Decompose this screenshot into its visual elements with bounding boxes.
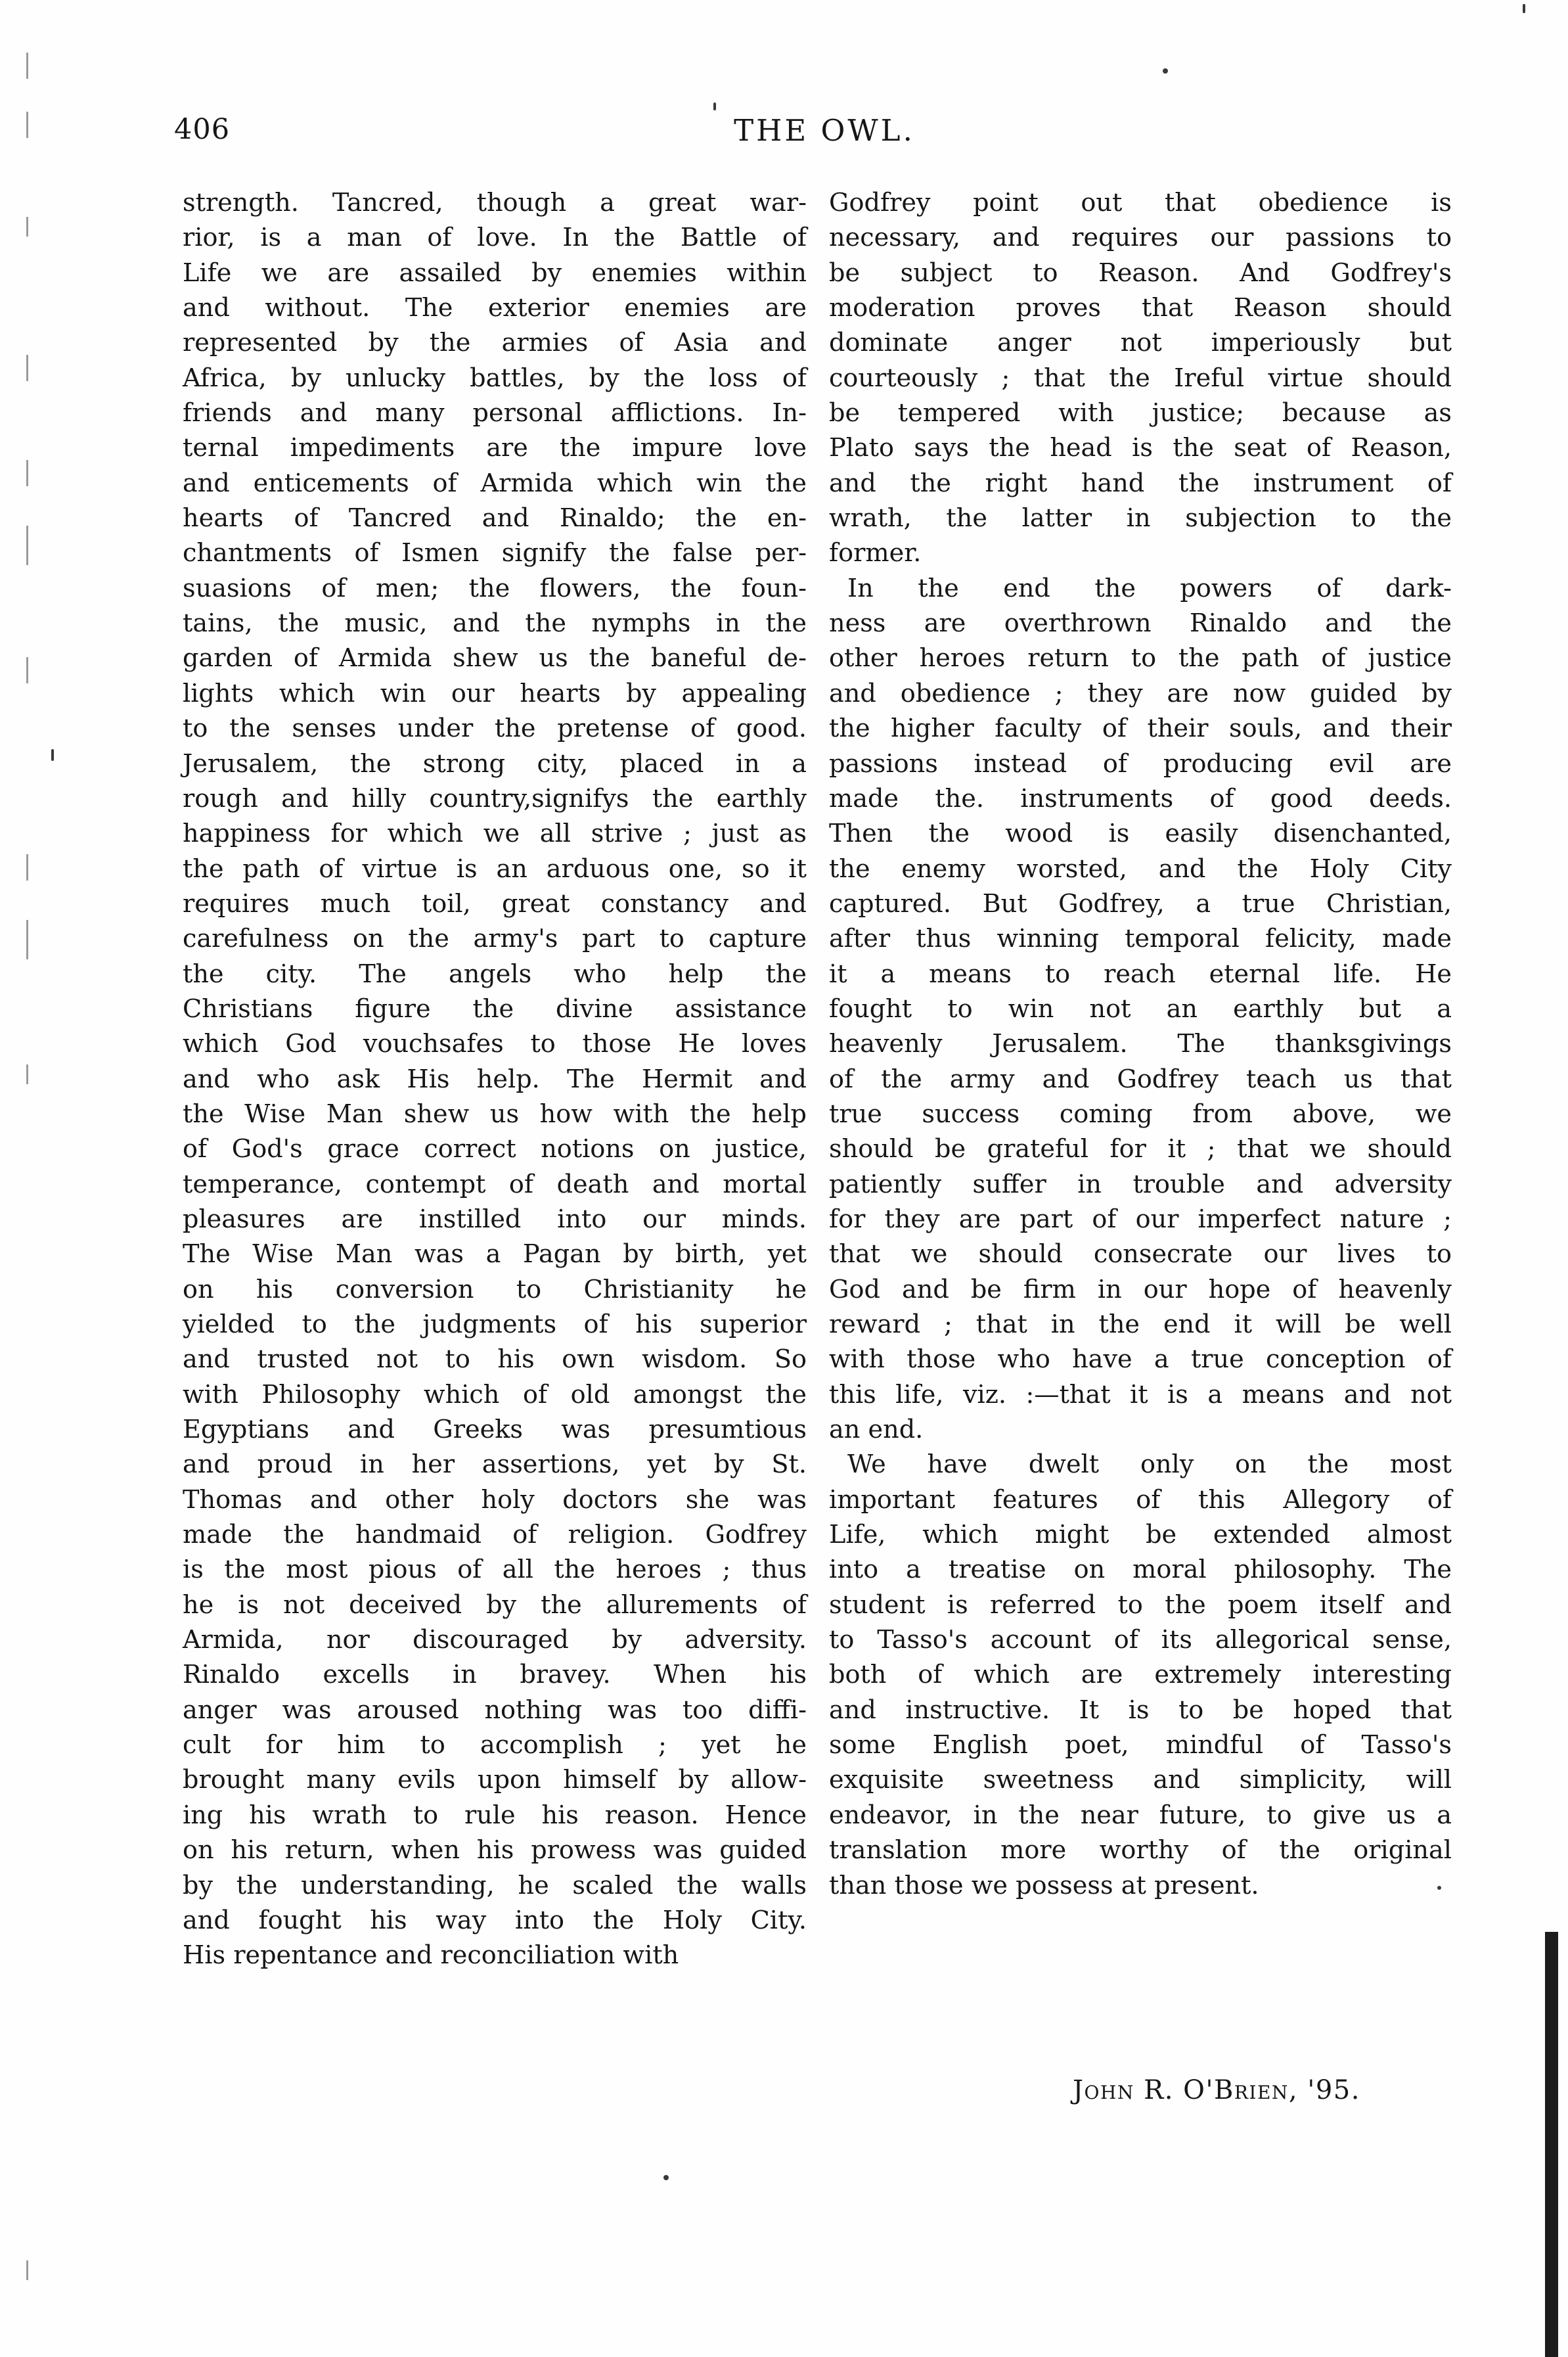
scan-edge-bar: [1545, 1932, 1558, 2357]
scan-margin-mark: [26, 1064, 28, 1084]
text-line: patiently suffer in trouble and adversity: [829, 1170, 1452, 1199]
text-line: God and be firm in our hope of heavenly: [829, 1275, 1452, 1304]
text-line: on his conversion to Christianity he: [183, 1275, 807, 1304]
text-line: with Philosophy which of old amongst the: [183, 1380, 807, 1409]
text-line: into a treatise on moral philosophy. The: [829, 1555, 1452, 1585]
text-line: Godfrey point out that obedience is: [829, 189, 1452, 217]
text-line: and obedience ; they are now guided by: [829, 679, 1452, 708]
text-line: is the most pious of all the heroes ; thus: [183, 1555, 807, 1585]
text-line: Africa, by unlucky battles, by the loss of: [183, 363, 807, 393]
text-line: be tempered with justice; because as: [829, 399, 1452, 428]
text-line: friends and many personal afflictions. In-: [183, 399, 807, 428]
text-line: by the understanding, he scaled the walls: [183, 1871, 807, 1900]
text-line: student is referred to the poem itself and: [829, 1590, 1452, 1620]
scan-speck: [713, 103, 716, 110]
text-line: both of which are extremely interesting: [829, 1660, 1452, 1690]
text-line: chantments of Ismen signify the false per-: [183, 539, 807, 568]
text-line: Armida, nor discouraged by adversity.: [183, 1626, 807, 1655]
text-line: The Wise Man was a Pagan by birth, yet: [183, 1240, 807, 1270]
text-line: to the senses under the pretense of good.: [183, 714, 807, 744]
text-line: Life, which might be extended almost: [829, 1521, 1452, 1550]
text-line: requires much toil, great constancy and: [183, 889, 807, 919]
scan-margin-mark: [26, 657, 28, 683]
text-line: Life we are assailed by enemies within: [183, 258, 807, 288]
scan-margin-mark: [26, 355, 28, 381]
text-line: moderation proves that Reason should: [829, 294, 1452, 323]
text-line: this life, viz. :—that it is a means and not: [829, 1380, 1452, 1409]
text-line: translation more worthy of the original: [829, 1836, 1452, 1865]
scan-speck: [663, 2175, 669, 2180]
text-line: important features of this Allegory of: [829, 1485, 1452, 1515]
right-text-column: [829, 186, 1452, 1904]
text-line: ing his wrath to rule his reason. Hence: [183, 1800, 807, 1830]
text-line: We have dwelt only on the most: [847, 1450, 1452, 1480]
text-line: represented by the armies of Asia and: [183, 329, 807, 358]
text-line: reward ; that in the end it will be well: [829, 1310, 1452, 1339]
text-line: passions instead of producing evil are: [829, 749, 1452, 779]
text-line: should be grateful for it ; that we should: [829, 1135, 1452, 1164]
text-line: and enticements of Armida which win the: [183, 469, 807, 498]
text-line: that we should consecrate our lives to: [829, 1240, 1452, 1270]
text-line: hearts of Tancred and Rinaldo; the en-: [183, 504, 807, 534]
text-line: strength. Tancred, though a great war-: [183, 189, 807, 217]
text-line: happiness for which we all strive ; just as: [183, 819, 807, 849]
scan-margin-mark: [26, 920, 28, 959]
text-line: dominate anger not imperiously but: [829, 329, 1452, 358]
text-line: and fought his way into the Holy City.: [183, 1906, 807, 1935]
text-line: it a means to reach eternal life. He: [829, 959, 1452, 989]
text-line: heavenly Jerusalem. The thanksgivings: [829, 1030, 1452, 1059]
scan-margin-mark: [26, 2260, 28, 2280]
text-line: Jerusalem, the strong city, placed in a: [183, 749, 807, 779]
text-line: which God vouchsafes to those He loves: [183, 1030, 807, 1059]
text-line: other heroes return to the path of justice: [829, 644, 1452, 674]
running-head: [174, 113, 1455, 159]
text-line: for they are part of our imperfect nature ;: [829, 1204, 1452, 1234]
text-line: of God's grace correct notions on justice,: [183, 1135, 807, 1164]
text-line: tains, the music, and the nymphs in the: [183, 609, 807, 639]
text-line: fought to win not an earthly but a: [829, 994, 1452, 1024]
scan-margin-mark: [26, 460, 28, 486]
text-line: ness are overthrown Rinaldo and the: [829, 609, 1452, 639]
text-line: of the army and Godfrey teach us that: [829, 1064, 1452, 1094]
text-line: brought many evils upon himself by allow-: [183, 1766, 807, 1795]
text-line: and who ask His help. The Hermit and: [183, 1064, 807, 1094]
text-line: some English poet, mindful of Tasso's: [829, 1731, 1452, 1760]
text-line: on his return, when his prowess was guided: [183, 1836, 807, 1865]
text-line: and without. The exterior enemies are: [183, 294, 807, 323]
text-line: the higher faculty of their souls, and their: [829, 714, 1452, 744]
text-line: the enemy worsted, and the Holy City: [829, 854, 1452, 884]
text-line: than those we possess at present.: [829, 1871, 1259, 1900]
text-line: Egyptians and Greeks was presumtious: [183, 1415, 807, 1445]
text-line: temperance, contempt of death and mortal: [183, 1170, 807, 1199]
text-line: garden of Armida shew us the baneful de-: [183, 644, 807, 674]
text-line: pleasures are instilled into our minds.: [183, 1204, 807, 1234]
text-line: lights which win our hearts by appealing: [183, 679, 807, 708]
text-line: the path of virtue is an arduous one, so it: [183, 854, 807, 884]
text-line: necessary, and requires our passions to: [829, 223, 1452, 253]
text-line: Thomas and other holy doctors she was: [183, 1485, 807, 1515]
text-line: the Wise Man shew us how with the help: [183, 1099, 807, 1129]
scan-margin-mark: [26, 112, 28, 138]
text-line: His repentance and reconciliation with: [183, 1941, 679, 1971]
text-line: the city. The angels who help the: [183, 959, 807, 989]
left-text-column: [183, 186, 807, 1974]
text-line: carefulness on the army's part to capture: [183, 925, 807, 954]
text-line: cult for him to accomplish ; yet he: [183, 1731, 807, 1760]
scan-margin-mark: [26, 217, 28, 237]
scan-margin-mark: [26, 53, 28, 79]
text-line: Then the wood is easily disenchanted,: [829, 819, 1452, 849]
text-line: former.: [829, 539, 922, 568]
text-line: courteously ; that the Ireful virtue should: [829, 363, 1452, 393]
text-line: Christians figure the divine assistance: [183, 994, 807, 1024]
text-line: be subject to Reason. And Godfrey's: [829, 258, 1452, 288]
journal-title: THE OWL.: [734, 113, 915, 148]
author-signature: John R. O'Brien, '95.: [1073, 2075, 1360, 2105]
text-line: suasions of men; the flowers, the foun-: [183, 574, 807, 603]
text-line: endeavor, in the near future, to give us a: [829, 1800, 1452, 1830]
text-line: and instructive. It is to be hoped that: [829, 1695, 1452, 1725]
scan-speck: [1163, 68, 1168, 74]
text-line: Plato says the head is the seat of Reason,: [829, 434, 1452, 463]
text-line: captured. But Godfrey, a true Christian,: [829, 889, 1452, 919]
scan-margin-mark: [26, 526, 28, 565]
text-line: with those who have a true conception of: [829, 1345, 1452, 1375]
text-line: wrath, the latter in subjection to the: [829, 504, 1452, 534]
scan-speck: [51, 749, 54, 761]
text-line: he is not deceived by the allurements of: [183, 1590, 807, 1620]
page-number: 406: [174, 113, 231, 146]
text-line: after thus winning temporal felicity, made: [829, 925, 1452, 954]
text-line: made the. instruments of good deeds.: [829, 784, 1452, 813]
text-line: anger was aroused nothing was too diffi-: [183, 1695, 807, 1725]
text-line: exquisite sweetness and simplicity, will: [829, 1766, 1452, 1795]
text-line: ternal impediments are the impure love: [183, 434, 807, 463]
text-line: In the end the powers of dark-: [847, 574, 1452, 603]
text-line: and trusted not to his own wisdom. So: [183, 1345, 807, 1375]
text-line: yielded to the judgments of his superior: [183, 1310, 807, 1339]
text-line: rior, is a man of love. In the Battle of: [183, 223, 807, 253]
text-line: made the handmaid of religion. Godfrey: [183, 1521, 807, 1550]
scan-speck: [1437, 1886, 1441, 1890]
text-line: true success coming from above, we: [829, 1099, 1452, 1129]
scan-speck: [1523, 4, 1525, 13]
text-line: and the right hand the instrument of: [829, 469, 1452, 498]
scan-margin-mark: [26, 854, 28, 881]
text-line: an end.: [829, 1415, 924, 1445]
text-line: and proud in her assertions, yet by St.: [183, 1450, 807, 1480]
text-line: rough and hilly country,signifys the earthly: [183, 784, 807, 813]
text-line: Rinaldo excells in bravey. When his: [183, 1660, 807, 1690]
text-line: to Tasso's account of its allegorical sense,: [829, 1626, 1452, 1655]
